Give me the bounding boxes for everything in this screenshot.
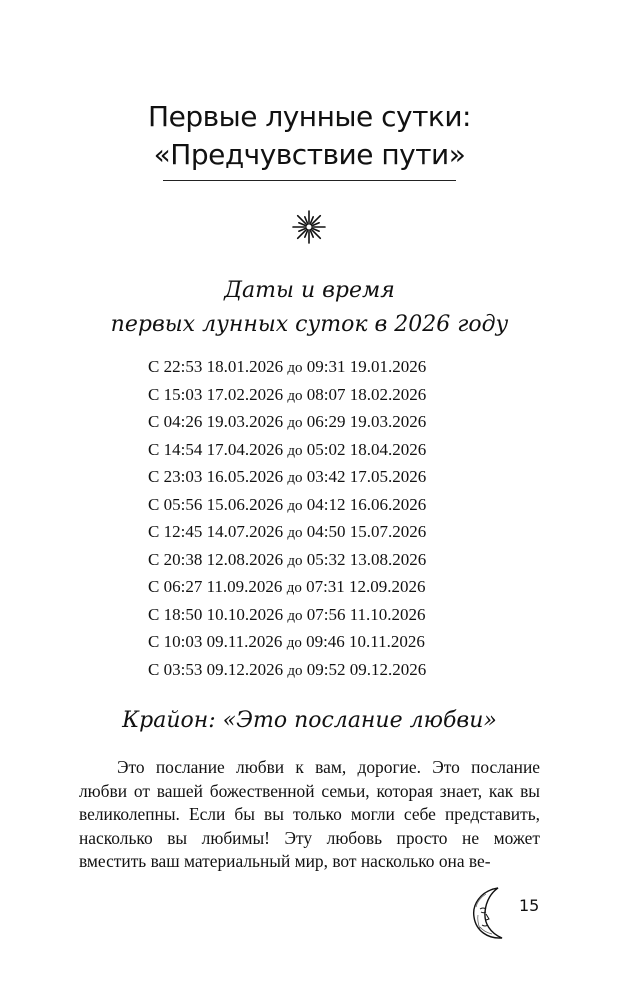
date-range-row xyxy=(148,492,426,520)
date-range-from-word: С xyxy=(148,659,160,679)
kryon-paragraph: Это послание любви к вам, дорогие. Это послание любви от вашей божественной семьи, которая знает, как вы великолепны. Если бы вы только могли себе представить, насколько вы любимы! Эту любовь просто не может вместить ваш материальный мир, вот насколько она ве- xyxy=(79,757,540,871)
date-range-to-datetime: 09:31 19.01.2026 xyxy=(306,357,427,376)
date-range-from-datetime: 04:26 19.03.2026 xyxy=(163,412,284,431)
date-range-row xyxy=(148,382,426,410)
date-range-to-word: до xyxy=(286,580,302,596)
date-range-from-datetime: 23:03 16.05.2026 xyxy=(163,467,284,486)
date-range-to-datetime: 04:12 16.06.2026 xyxy=(306,494,427,514)
date-range-to-word: до xyxy=(287,470,303,486)
page-number: 15 xyxy=(519,896,540,915)
date-range-to-word: до xyxy=(287,497,303,514)
date-range-from-word: С xyxy=(148,604,160,624)
date-range-to-datetime: 08:07 18.02.2026 xyxy=(306,384,427,404)
date-range-to-word: до xyxy=(287,607,303,624)
title-underline xyxy=(163,180,456,181)
date-range-from-word: С xyxy=(148,439,160,459)
dates-heading-line-2: первых лунных суток в 2026 году xyxy=(110,312,509,337)
date-range-from-datetime: 03:53 09.12.2026 xyxy=(163,659,284,679)
date-range-to-word: до xyxy=(287,552,303,569)
date-range-row xyxy=(148,657,426,685)
date-range-from-word: С xyxy=(148,494,160,514)
date-range-from-datetime: 18:50 10.10.2026 xyxy=(163,604,284,624)
date-range-from-word: С xyxy=(148,412,160,431)
date-range-to-datetime: 09:46 10.11.2026 xyxy=(306,632,425,651)
date-range-from-word: С xyxy=(148,522,160,541)
date-range-row xyxy=(148,547,426,575)
date-range-from-datetime: 12:45 14.07.2026 xyxy=(163,522,284,541)
date-range-row xyxy=(148,354,426,382)
star-burst-icon xyxy=(292,210,326,244)
star-burst-ray xyxy=(305,217,307,223)
date-range-to-datetime: 03:42 17.05.2026 xyxy=(306,467,427,486)
date-range-row xyxy=(148,574,426,602)
date-range-from-word: С xyxy=(148,549,160,569)
date-range-from-datetime: 22:53 18.01.2026 xyxy=(163,357,284,376)
date-range-to-datetime: 07:56 11.10.2026 xyxy=(306,604,426,624)
date-range-to-word: до xyxy=(287,415,303,431)
date-range-from-word: С xyxy=(148,357,160,376)
star-burst-ray xyxy=(311,217,313,223)
date-range-to-datetime: 04:50 15.07.2026 xyxy=(306,522,427,541)
crescent-moon-face-icon xyxy=(468,885,516,941)
date-range-to-word: до xyxy=(286,635,302,651)
star-burst-ray xyxy=(313,223,319,225)
star-burst-ray xyxy=(313,229,319,231)
star-burst-ray xyxy=(299,223,305,225)
date-range-row xyxy=(148,629,426,657)
date-range-row xyxy=(148,464,426,492)
dates-heading-line-1: Даты и время xyxy=(224,278,395,303)
chapter-title xyxy=(0,98,619,174)
date-range-to-word: до xyxy=(287,360,303,376)
date-range-from-datetime: 06:27 11.09.2026 xyxy=(163,577,283,596)
date-range-row xyxy=(148,437,426,465)
date-range-to-datetime: 05:02 18.04.2026 xyxy=(306,439,427,459)
date-range-from-datetime: 15:03 17.02.2026 xyxy=(163,384,284,404)
date-range-row xyxy=(148,602,426,630)
lunar-dates-list xyxy=(148,354,426,684)
star-burst-ray xyxy=(305,231,307,237)
date-range-from-word: С xyxy=(148,467,160,486)
date-range-to-word: до xyxy=(287,525,303,541)
date-range-from-word: С xyxy=(148,632,160,651)
date-range-to-datetime: 05:32 13.08.2026 xyxy=(306,549,427,569)
star-burst-ray xyxy=(311,231,313,237)
date-range-from-datetime: 05:56 15.06.2026 xyxy=(163,494,284,514)
date-range-to-word: до xyxy=(287,442,303,459)
date-range-to-datetime: 07:31 12.09.2026 xyxy=(306,577,426,596)
date-range-from-datetime: 20:38 12.08.2026 xyxy=(163,549,284,569)
date-range-from-word: С xyxy=(148,384,160,404)
date-range-to-datetime: 06:29 19.03.2026 xyxy=(306,412,427,431)
dates-heading xyxy=(0,274,619,342)
date-range-row xyxy=(148,409,426,437)
date-range-row xyxy=(148,519,426,547)
date-range-to-datetime: 09:52 09.12.2026 xyxy=(306,659,427,679)
date-range-from-word: С xyxy=(148,577,160,596)
kryon-heading: Крайон: «Это послание любви» xyxy=(122,708,497,733)
date-range-from-datetime: 10:03 09.11.2026 xyxy=(163,632,283,651)
chapter-title-line-1: Первые лунные сутки: xyxy=(148,100,471,133)
date-range-to-word: до xyxy=(287,662,303,679)
date-range-from-datetime: 14:54 17.04.2026 xyxy=(163,439,284,459)
chapter-title-line-2: «Предчувствие пути» xyxy=(153,138,466,171)
star-burst-ray xyxy=(299,229,305,231)
date-range-to-word: до xyxy=(287,387,303,404)
